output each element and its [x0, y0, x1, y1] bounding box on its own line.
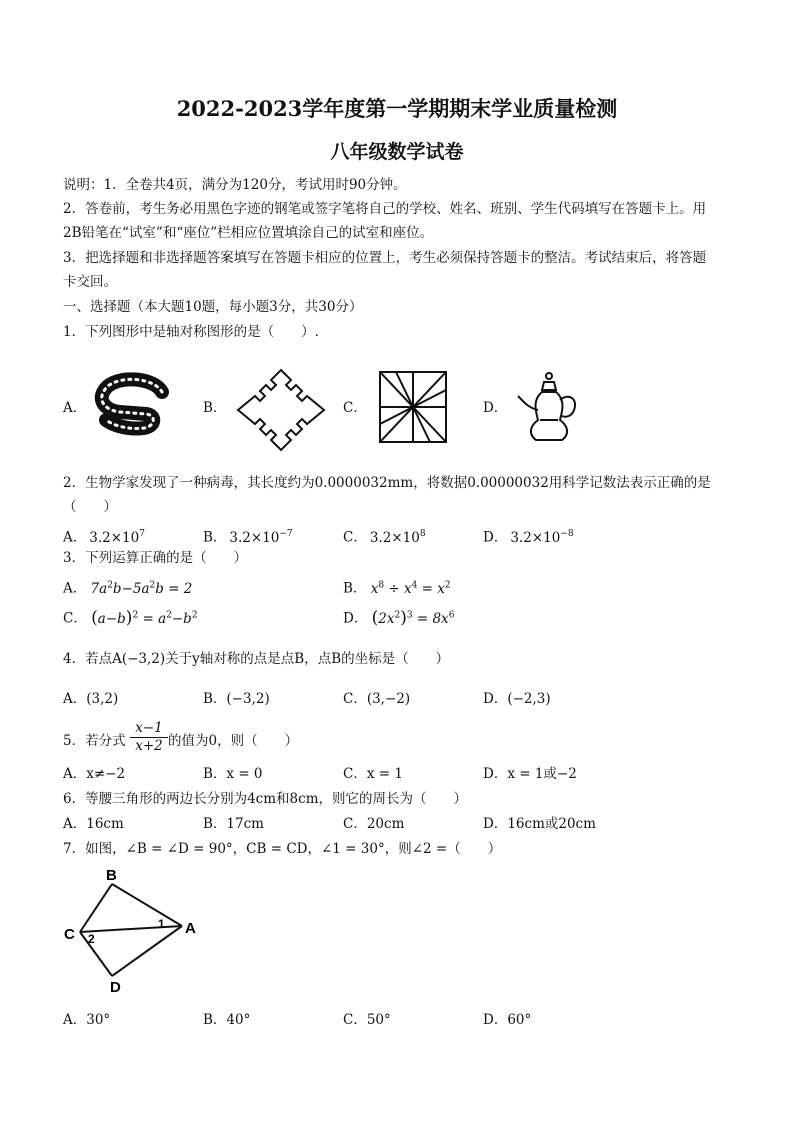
q2-stem-a: 2．生物学家发现了一种病毒，其长度约为0.0000032mm，将数据0.00000032用科学记数法表示正确的是	[63, 475, 711, 491]
notched-diamond-figure	[234, 366, 328, 454]
label-a: A	[185, 920, 196, 937]
q5-option-d: D．x = 1或−2	[483, 766, 577, 782]
instruction-line-3a: 3．把选择题和非选择题答案填写在答题卡相应的位置上，考生必须保持答题卡的整洁。考试结束后，将答题	[63, 250, 707, 266]
q5-numerator: x−1	[130, 720, 168, 738]
q5-fraction	[130, 720, 168, 755]
instruction-line-2b: 2B铅笔在“试室”和“座位”栏相应位置填涂自己的试室和座位。	[63, 225, 434, 241]
label-c: C	[64, 926, 75, 943]
q2-option-c	[343, 525, 426, 547]
option-letter: C．	[63, 610, 87, 627]
s-logo-figure	[92, 370, 176, 444]
option-base: 3.2×10	[89, 529, 140, 546]
label-d: D	[110, 979, 121, 996]
option-base: 3.2×10	[229, 529, 280, 546]
q7-option-d: D．60°	[483, 1012, 532, 1028]
instruction-line-2a: 2．答卷前，考生务必用黑色字迹的钢笔或签字笔将自己的学校、姓名、班别、学生代码填写在答题卡上。用	[63, 201, 707, 217]
q5-option-b: B．x = 0	[203, 766, 263, 782]
option-exponent: 8	[419, 529, 426, 539]
option-letter: A．	[63, 580, 87, 597]
label-angle-2: 2	[88, 932, 95, 946]
q3-d-expression: $(2x^2)^3 = 8x^6$	[371, 607, 455, 628]
option-base: 3.2×10	[369, 529, 420, 546]
segment-ba	[112, 884, 182, 926]
option-letter: D．	[483, 529, 508, 546]
q4-option-c: C．(3,−2)	[343, 691, 411, 707]
q4-option-d: D．(−2,3)	[483, 691, 551, 707]
q3-a-expression: $7a^2b-5a^2b = 2$	[90, 580, 193, 597]
q2-option-b	[203, 525, 293, 547]
q1-option-b: B．	[203, 400, 227, 416]
q3-option-b	[343, 576, 451, 598]
instruction-line-3b: 卡交回。	[63, 274, 117, 290]
q3-c-expression: $(a-b)^2 = a^2-b^2$	[91, 607, 198, 628]
option-exponent: −7	[279, 529, 293, 539]
label-angle-1: 1	[158, 917, 165, 931]
option-exponent: 7	[139, 529, 145, 539]
q3-stem: 3．下列运算正确的是（ ）	[63, 550, 248, 566]
segment-da	[112, 926, 182, 976]
page-subtitle: 八年级数学试卷	[330, 141, 464, 163]
q5-option-a: A．x≠−2	[63, 766, 126, 782]
segment-bc	[80, 884, 112, 932]
q7-option-a: A．30°	[63, 1012, 111, 1028]
option-letter: D．	[343, 610, 368, 627]
q4-option-b: B．(−3,2)	[203, 691, 270, 707]
q3-b-expression: $x^8 \div x^4 = x^2$	[370, 580, 451, 597]
q6-option-d: D．16cm或20cm	[483, 816, 596, 832]
q5-prefix: 5．若分式	[63, 733, 126, 749]
q2-option-d	[483, 525, 574, 547]
q1-stem: 1．下列图形中是轴对称图形的是（ ）.	[63, 324, 319, 340]
q2-stem-b: （ ）	[63, 499, 117, 515]
pinwheel-figure	[376, 366, 452, 448]
q4-stem: 4．若点A(−3,2)关于y轴对称的点是点B，点B的坐标是（ ）	[63, 651, 450, 667]
option-letter: C．	[343, 529, 367, 546]
q4-option-a: A．(3,2)	[63, 691, 119, 707]
option-letter: B．	[203, 529, 227, 546]
q1-option-a: A．	[63, 400, 87, 416]
q7-option-b: B．40°	[203, 1012, 251, 1028]
q5-option-c: C．x = 1	[343, 766, 403, 782]
teapot-figure	[514, 370, 584, 446]
q6-option-c: C．20cm	[343, 816, 405, 832]
option-letter: A．	[63, 529, 87, 546]
q1-option-c: C．	[343, 400, 367, 416]
q6-option-b: B．17cm	[203, 816, 264, 832]
q7-option-c: C．50°	[343, 1012, 391, 1028]
q6-stem: 6．等腰三角形的两边长分别为4cm和8cm，则它的周长为（ ）	[63, 791, 467, 807]
q3-option-d	[343, 606, 454, 628]
q5-denominator: x+2	[135, 738, 163, 754]
segment-cd	[80, 932, 112, 976]
q5-suffix: 的值为0，则（ ）	[168, 733, 299, 749]
option-exponent: −8	[560, 529, 574, 539]
q3-option-c	[63, 606, 198, 628]
q7-stem: 7．如图，∠B = ∠D = 90°，CB = CD，∠1 = 30°，则∠2 =（ ）	[63, 841, 502, 857]
q2-option-a	[63, 525, 145, 547]
segment-ca	[80, 926, 182, 932]
q1-option-d: D．	[483, 400, 508, 416]
section-heading: 一、选择题（本大题10题，每小题3分，共30分）	[63, 299, 363, 315]
instruction-line-1: 说明：1．全卷共4页，满分为120分，考试用时90分钟。	[63, 177, 407, 193]
q6-option-a: A．16cm	[63, 816, 124, 832]
q3-option-a	[63, 576, 192, 598]
q7-geometry-figure	[62, 864, 212, 1000]
option-base: 3.2×10	[510, 529, 561, 546]
label-b: B	[106, 867, 117, 884]
option-letter: B．	[343, 580, 367, 597]
page-title: 2022-2023学年度第一学期期末学业质量检测	[176, 96, 618, 121]
